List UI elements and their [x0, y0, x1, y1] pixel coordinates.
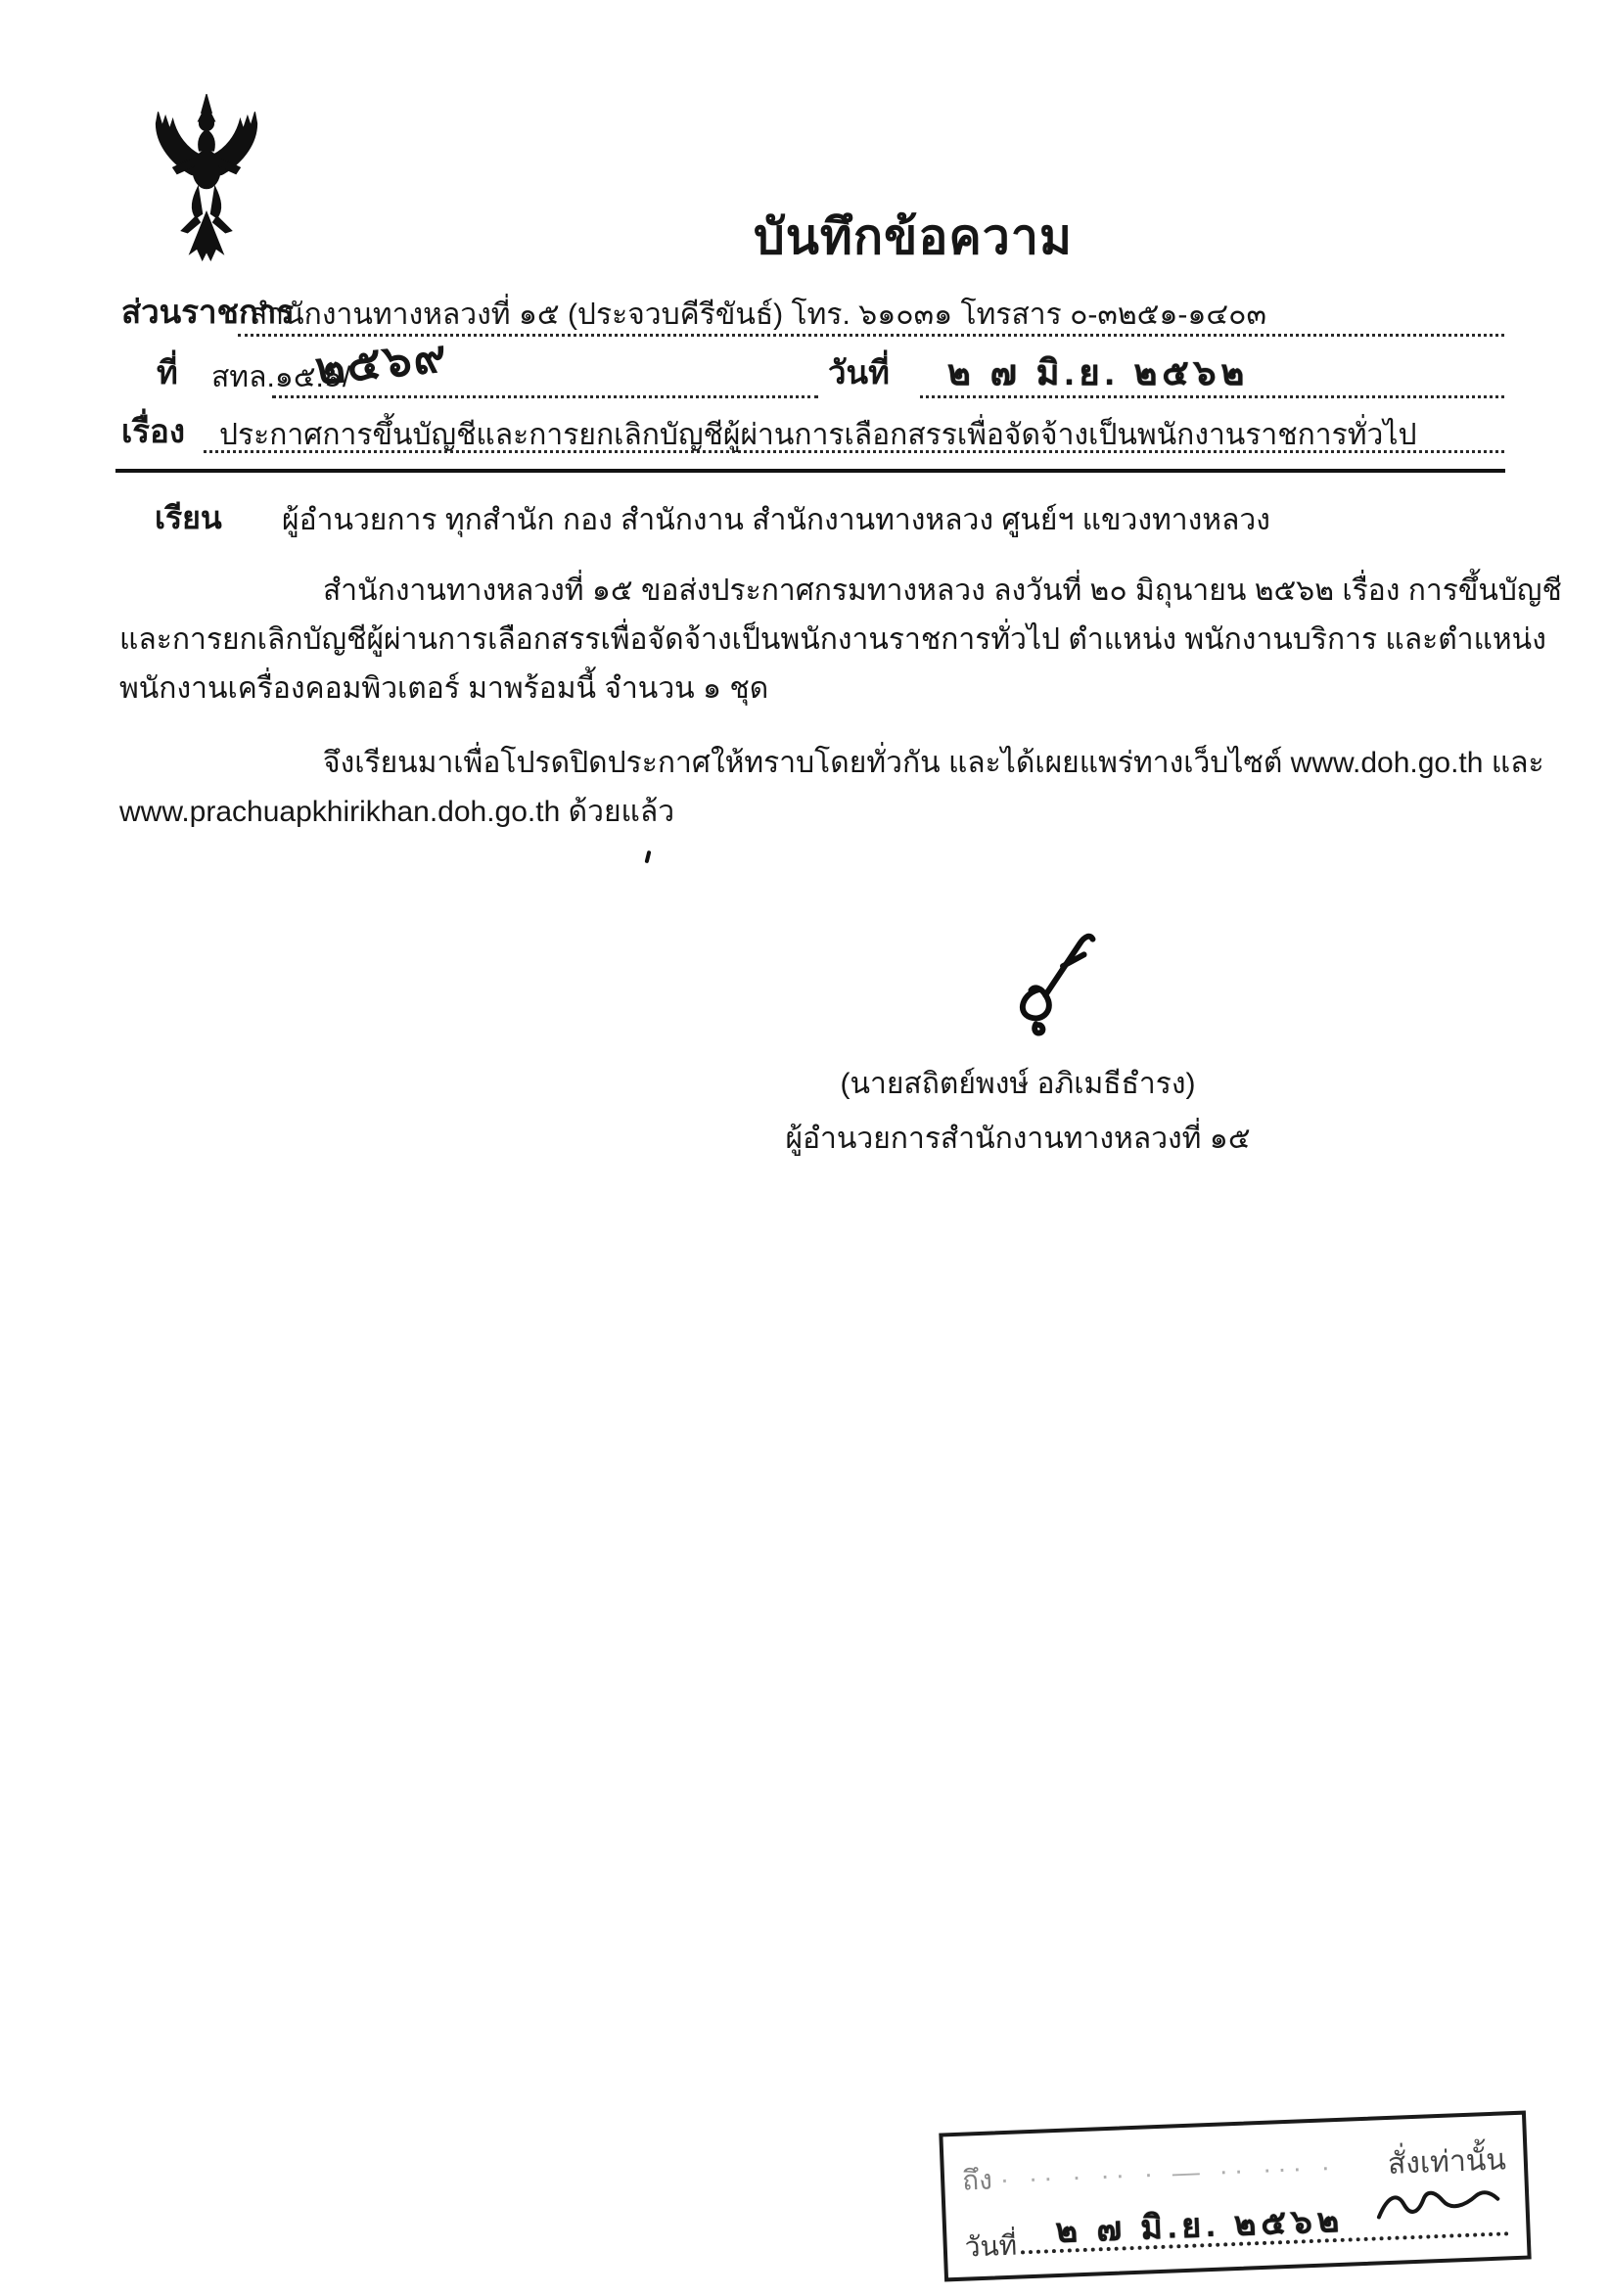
stamp-date-leader [1020, 2198, 1509, 2254]
signer-name: (นายสถิตย์พงษ์ อภิเมธีธำรง) [840, 1068, 1196, 1100]
date-underline [920, 395, 1504, 398]
recipient-value: ผู้อำนวยการ ทุกสำนัก กอง สำนักงาน สำนักงานทางหลวง ศูนย์ฯ แขวงทางหลวง [282, 504, 1270, 536]
stamp-line1-faded-text: · ·· · ·· · — ·· ··· · [999, 2151, 1337, 2195]
agency-label: ส่วนราชการ [121, 294, 295, 330]
stamp-line1-prefix: ถึง [961, 2164, 993, 2196]
signature-block [763, 1057, 1272, 1167]
signature-icon [1006, 916, 1114, 1041]
subject-underline [204, 450, 1504, 453]
stamp-line1-suffix: สั่งเท่านั้น [1387, 2143, 1507, 2181]
header-divider [115, 469, 1505, 473]
body-paragraph1-line1: สำนักงานทางหลวงที่ ๑๕ ขอส่งประกาศกรมทางหลวง ลงวันที่ ๒๐ มิถุนายน ๒๕๖๒ เรื่อง การขึ้นบัญชี [323, 574, 1562, 607]
body-paragraph2-line2: www.prachuapkhirikhan.doh.go.th ด้วยแล้ว [119, 796, 675, 828]
initial-squiggle-icon [1374, 2183, 1502, 2227]
body-paragraph1-line2: และการยกเลิกบัญชีผู้ผ่านการเลือกสรรเพื่อจัดจ้างเป็นพนักงานราชการทั่วไป ตำแหน่ง พนักงานบริการ และตำแหน่ง [119, 623, 1546, 656]
date-label: วันที่ [828, 354, 890, 390]
page-title: บันทึกข้อความ [754, 209, 1073, 264]
date-stamp-value: ๒ ๗ มิ.ย. ๒๕๖๒ [947, 352, 1250, 392]
number-underline [272, 395, 818, 398]
subject-value: ประกาศการขึ้นบัญชีและการยกเลิกบัญชีผู้ผ่านการเลือกสรรเพื่อจัดจ้างเป็นพนักงานราชการทั่วไป [219, 419, 1417, 451]
garuda-emblem-icon [153, 94, 260, 262]
stamp-date-label: วันที่ [964, 2229, 1018, 2263]
stamp-line2 [964, 2198, 1510, 2269]
stamp-date-value: ๒ ๗ มิ.ย. ๒๕๖๒ [1054, 2201, 1345, 2251]
received-stamp [939, 2111, 1531, 2282]
body-paragraph2-line1: จึงเรียนมาเพื่อโปรดปิดประกาศให้ทราบโดยทั่วกัน และได้เผยแพร่ทางเว็บไซต์ www.doh.go.th และ [323, 747, 1544, 779]
doc-number-value: สทล.๑๕.๑/ [211, 361, 351, 393]
stray-ink-mark [644, 850, 651, 864]
signer-position: ผู้อำนวยการสำนักงานทางหลวงที่ ๑๕ [785, 1123, 1251, 1155]
body-paragraph1-line3: พนักงานเครื่องคอมพิวเตอร์ มาพร้อมนี้ จำนวน ๑ ชุด [119, 672, 769, 705]
recipient-label: เรียน [155, 500, 222, 535]
agency-value: สำนักงานทางหลวงที่ ๑๕ (ประจวบคีรีขันธ์) โทร. ๖๑๐๓๑ โทรสาร ๐-๓๒๕๑-๑๔๐๓ [250, 298, 1266, 331]
subject-label: เรื่อง [121, 413, 185, 449]
doc-number-label: ที่ [157, 354, 178, 390]
doc-number-handwritten: ๒๕๖๙ [312, 330, 451, 394]
